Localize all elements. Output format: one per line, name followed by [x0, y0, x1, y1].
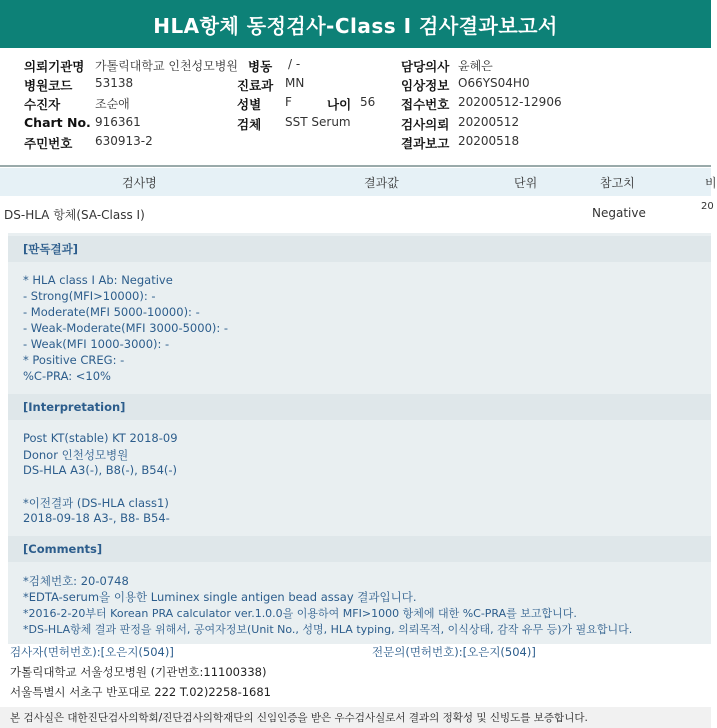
test-name: DS-HLA 항체(SA-Class I)	[4, 208, 145, 222]
report-date-label: 결과보고	[401, 136, 450, 151]
age-value: 56	[360, 95, 376, 109]
request-label: 검사의뢰	[401, 117, 450, 132]
chart-value: 916361	[95, 115, 141, 129]
resident-label: 주민번호	[24, 136, 73, 151]
dept-label: 진료과	[237, 78, 274, 93]
col-unit: 단위	[514, 176, 538, 190]
certification-text: 본 검사실은 대한진단검사의학회/진단검사의학재단의 신임인증을 받은 우수검사실로서 결과의 정확성 및 신빙도를 보증합니다.	[10, 712, 588, 724]
specialist-signature: 전문의(면허번호):[오은지(504)]	[372, 645, 536, 659]
judgement-line: * Positive CREG: -	[23, 353, 125, 367]
hospital-code-label: 병원코드	[24, 78, 73, 93]
test-reference: Negative	[592, 206, 646, 220]
comments-heading: [Comments]	[8, 536, 711, 562]
judgement-line: - Weak(MFI 1000-3000): -	[23, 337, 170, 351]
institution-name: 가톨릭대학교 서울성모병원 (기관번호:11100338)	[10, 665, 267, 679]
interpretation-line: Donor 인천성모병원	[23, 448, 129, 462]
clinical-value: O66YS04H0	[458, 76, 530, 90]
judgement-line: * HLA class I Ab: Negative	[23, 273, 173, 287]
sex-label: 성별	[237, 97, 262, 112]
col-extra: 비	[705, 176, 717, 190]
result-box	[8, 233, 711, 644]
specimen-value: SST Serum	[285, 115, 351, 129]
interpretation-line: Post KT(stable) KT 2018-09	[23, 431, 178, 445]
sex-value: F	[285, 95, 292, 109]
resident-value: 630913-2	[95, 134, 153, 148]
ward-value: / -	[288, 57, 301, 71]
test-extra: 20	[701, 201, 714, 212]
chart-label: Chart No.	[24, 115, 91, 130]
col-result: 결과값	[364, 176, 399, 190]
report-title: HLA항체 동정검사-Class I 검사결과보고서	[0, 0, 711, 48]
certification-strip	[0, 707, 711, 728]
judgement-line: %C-PRA: <10%	[23, 369, 111, 383]
ward-label: 병동	[248, 59, 273, 74]
hospital-code-value: 53138	[95, 76, 134, 90]
col-reference: 참고치	[600, 176, 635, 190]
comment-line: *검체번호: 20-0748	[23, 574, 129, 588]
institution-address: 서울특별시 서초구 반포대로 222 T.02)2258-1681	[10, 685, 271, 699]
doctor-value: 윤혜은	[458, 59, 493, 73]
interpretation-line: *이전결과 (DS-HLA class1)	[23, 496, 169, 510]
report-date-value: 20200518	[458, 134, 520, 148]
interpretation-line: DS-HLA A3(-), B8(-), B54(-)	[23, 463, 178, 477]
test-row	[0, 200, 714, 228]
hospital-value: 가톨릭대학교 인천성모병원	[95, 59, 238, 73]
comment-line: *EDTA-serum을 이용한 Luminex single antigen bead assay 결과입니다.	[23, 590, 417, 604]
receipt-value: 20200512-12906	[458, 95, 562, 109]
judgement-line: - Weak-Moderate(MFI 3000-5000): -	[23, 321, 229, 335]
column-header-row	[0, 168, 717, 196]
comment-line: *2016-2-20부터 Korean PRA calculator ver.1.0.0을 이용하여 MFI>1000 항체에 대한 %C-PRA를 보고합니다.	[23, 607, 577, 620]
comment-line: *DS-HLA항체 결과 판정을 위해서, 공여자정보(Unit No., 성명, HLA typing, 의뢰목적, 이식상태, 감작 유무 등)가 필요합니다.	[23, 623, 633, 636]
patient-value: 조순애	[95, 97, 130, 111]
patient-label: 수진자	[24, 97, 61, 112]
receipt-label: 접수번호	[401, 97, 450, 112]
doctor-label: 담당의사	[401, 59, 450, 74]
clinical-label: 임상정보	[401, 78, 450, 93]
header-info	[0, 52, 711, 164]
age-label: 나이	[327, 97, 352, 112]
interpretation-heading: [Interpretation]	[8, 394, 711, 420]
judgement-line: - Moderate(MFI 5000-10000): -	[23, 305, 200, 319]
specimen-label: 검체	[237, 117, 262, 132]
hospital-label: 의뢰기관명	[24, 59, 85, 74]
tester-signature: 검사자(면허번호):[오은지(504)]	[10, 645, 174, 659]
col-test-name: 검사명	[122, 176, 157, 190]
dept-value: MN	[285, 76, 305, 90]
judgement-line: - Strong(MFI>10000): -	[23, 289, 156, 303]
request-value: 20200512	[458, 115, 520, 129]
header-divider	[0, 165, 711, 167]
interpretation-line: 2018-09-18 A3-, B8- B54-	[23, 511, 170, 525]
judgement-heading: [판독결과]	[8, 236, 711, 262]
